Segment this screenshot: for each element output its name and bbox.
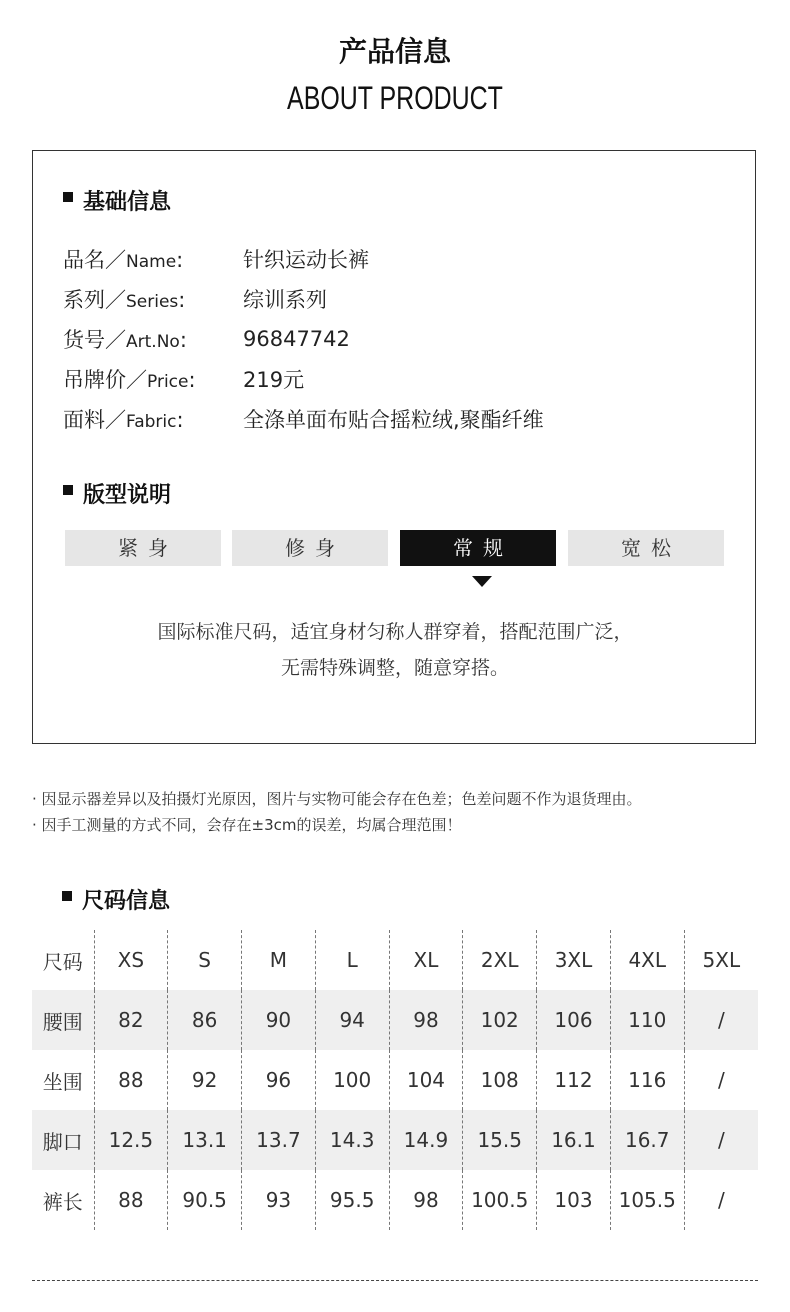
table-cell: 13.7 — [242, 1110, 316, 1170]
size-header-cell: 2XL — [463, 930, 537, 990]
fit-option-tight: 紧身 — [65, 530, 221, 566]
table-cell: 98 — [389, 1170, 463, 1230]
label-en: Fabric — [126, 412, 177, 432]
table-cell: 脚口 — [32, 1110, 94, 1170]
table-cell: 腰围 — [32, 990, 94, 1050]
table-cell: 90 — [242, 990, 316, 1050]
label-colon: : — [176, 408, 184, 432]
table-cell: 108 — [463, 1050, 537, 1110]
table-cell: / — [684, 1170, 758, 1230]
size-header-cell: 3XL — [537, 930, 611, 990]
table-cell: 88 — [94, 1170, 168, 1230]
table-cell: 103 — [537, 1170, 611, 1230]
table-cell: 94 — [315, 990, 389, 1050]
table-cell: 102 — [463, 990, 537, 1050]
table-cell: 112 — [537, 1050, 611, 1110]
fit-heading-text: 版型说明 — [83, 483, 172, 508]
size-header-cell: 5XL — [684, 930, 758, 990]
fit-option-loose: 宽松 — [568, 530, 724, 566]
info-row-series — [63, 279, 327, 319]
fit-selector — [65, 530, 725, 566]
label-colon: : — [188, 368, 196, 392]
table-cell: 92 — [168, 1050, 242, 1110]
table-cell: 14.9 — [389, 1110, 463, 1170]
label-cn: 货号／ — [63, 328, 126, 352]
table-row — [32, 990, 758, 1050]
size-header-cell: XS — [94, 930, 168, 990]
size-table — [32, 930, 758, 1230]
square-bullet-icon — [63, 192, 73, 202]
label-cn: 品名／ — [63, 248, 126, 272]
table-cell: / — [684, 990, 758, 1050]
table-cell: 12.5 — [94, 1110, 168, 1170]
table-row — [32, 1110, 758, 1170]
table-cell: 16.7 — [610, 1110, 684, 1170]
table-cell: 104 — [389, 1050, 463, 1110]
label-en: Art.No — [126, 332, 180, 352]
fit-option-regular: 常规 — [400, 530, 556, 566]
fit-option-slim: 修身 — [232, 530, 388, 566]
info-label — [63, 244, 243, 274]
label-cn: 系列／ — [63, 288, 126, 312]
info-value: 219元 — [243, 368, 305, 392]
info-label — [63, 364, 243, 394]
table-cell: 100.5 — [463, 1170, 537, 1230]
table-cell: 98 — [389, 990, 463, 1050]
label-colon: : — [176, 248, 184, 272]
table-cell: 坐围 — [42, 1069, 83, 1094]
bottom-divider — [32, 1280, 758, 1281]
size-header-cell: L — [315, 930, 389, 990]
page-subtitle: ABOUT PRODUCT — [287, 80, 503, 116]
square-bullet-icon — [62, 891, 72, 901]
table-cell: 110 — [610, 990, 684, 1050]
label-cn: 面料／ — [63, 408, 126, 432]
info-value: 针织运动长裤 — [243, 248, 369, 272]
table-cell: 96 — [242, 1050, 316, 1110]
info-value: 96847742 — [243, 327, 350, 351]
table-cell: / — [684, 1110, 758, 1170]
fit-heading — [63, 478, 171, 509]
label-en: Price — [147, 372, 189, 392]
table-cell: 86 — [168, 990, 242, 1050]
basic-info-heading-text: 基础信息 — [83, 190, 172, 215]
size-heading-text: 尺码信息 — [82, 889, 171, 914]
label-colon: : — [178, 288, 186, 312]
info-value: 综训系列 — [243, 288, 327, 312]
table-cell: 82 — [94, 990, 168, 1050]
table-cell: / — [684, 1050, 758, 1110]
size-header-row — [32, 930, 758, 990]
size-header-cell: 4XL — [610, 930, 684, 990]
label-en: Series — [126, 292, 179, 312]
product-info-box — [32, 150, 756, 744]
label-colon: : — [179, 328, 187, 352]
size-heading — [62, 884, 170, 915]
info-label — [63, 284, 243, 314]
table-cell: 116 — [610, 1050, 684, 1110]
info-row-price — [63, 359, 304, 399]
info-label — [63, 404, 243, 434]
table-cell: 裤长 — [42, 1189, 83, 1214]
label-en: Name — [126, 252, 177, 272]
fit-description-line2: 无需特殊调整，随意穿搭。 — [280, 657, 509, 679]
table-cell: 105.5 — [610, 1170, 684, 1230]
basic-info-heading — [63, 185, 171, 216]
table-cell: 95.5 — [315, 1170, 389, 1230]
note-measurement-error: · 因手工测量的方式不同，会存在±3cm的误差，均属合理范围！ — [32, 816, 462, 834]
fit-indicator-arrow-icon — [472, 576, 492, 587]
label-cn: 吊牌价／ — [63, 368, 147, 392]
size-header-cell: S — [168, 930, 242, 990]
note-color-difference: · 因显示器差异以及拍摄灯光原因，图片与实物可能会存在色差；色差问题不作为退货理由。 — [32, 790, 642, 808]
size-header-cell: XL — [389, 930, 463, 990]
info-row-name — [63, 239, 369, 279]
square-bullet-icon — [63, 485, 73, 495]
table-row — [32, 1170, 758, 1230]
size-header-cell: 尺码 — [42, 949, 83, 974]
table-cell: 16.1 — [537, 1110, 611, 1170]
table-cell: 100 — [315, 1050, 389, 1110]
table-cell: 90.5 — [168, 1170, 242, 1230]
table-cell: 13.1 — [168, 1110, 242, 1170]
info-label — [63, 324, 243, 354]
table-cell: 88 — [94, 1050, 168, 1110]
table-cell: 106 — [537, 990, 611, 1050]
table-cell: 15.5 — [463, 1110, 537, 1170]
info-row-art-no — [63, 319, 350, 359]
table-cell: 14.3 — [315, 1110, 389, 1170]
page-title: 产品信息 — [338, 35, 451, 68]
info-row-fabric — [63, 399, 544, 439]
size-header-cell: M — [242, 930, 316, 990]
table-row — [32, 1050, 758, 1110]
info-value: 全涤单面布贴合摇粒绒,聚酯纤维 — [243, 408, 544, 432]
fit-description-line1: 国际标准尺码，适宜身材匀称人群穿着，搭配范围广泛， — [157, 621, 633, 643]
table-cell: 93 — [242, 1170, 316, 1230]
